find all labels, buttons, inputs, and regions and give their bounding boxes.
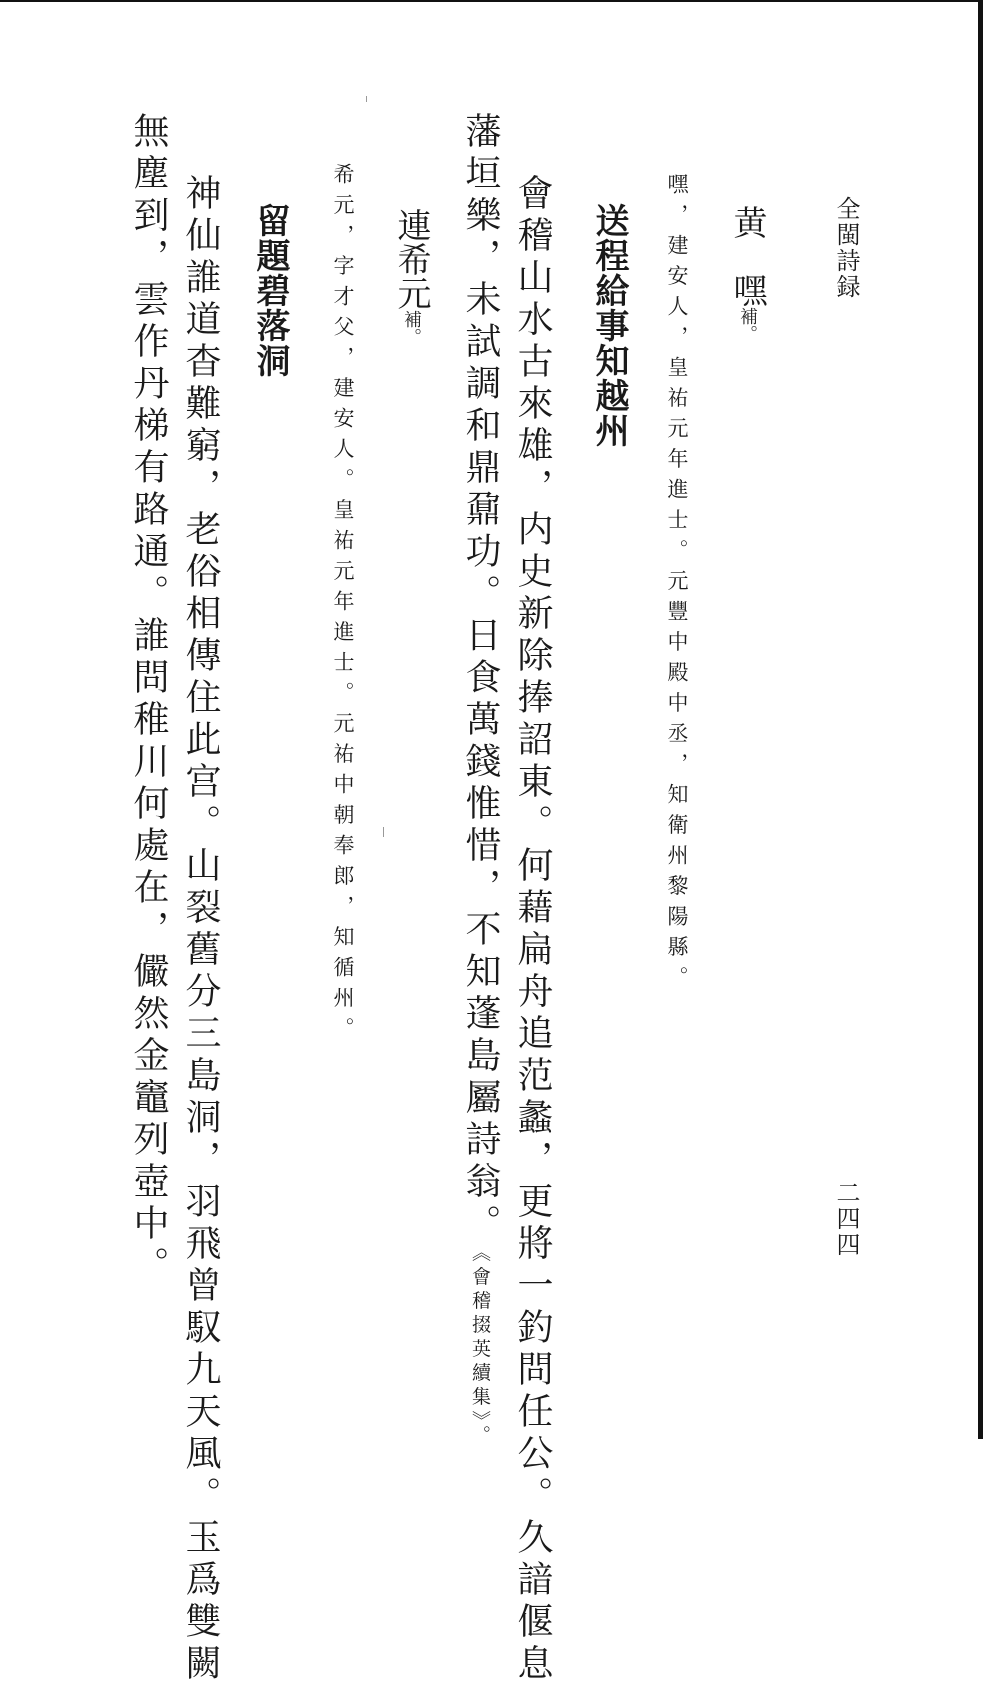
poem-line: 神仙誰道杳難窮，老俗相傳住此宫。山裂舊分三島洞，羽飛曾馭九天風。玉爲雙闕 <box>180 174 221 1686</box>
author-bio: 希元，字才父，建安人。皇祐元年進士。元祐中朝奉郎，知循州。 <box>331 163 355 1048</box>
scan-speck <box>383 827 384 837</box>
author-name <box>391 208 431 346</box>
supplement-mark: 補。 <box>401 310 422 346</box>
poem-line-with-note <box>460 112 501 1449</box>
author-name-text: 連希元 <box>391 208 431 310</box>
poem-line: 無塵到，雲作丹梯有路通。誰問稚川何處在，儼然金竈列壺中。 <box>128 112 169 1288</box>
author-name <box>727 205 767 343</box>
poem-title: 送程給事知越州 <box>589 203 629 448</box>
running-title: 全閩詩録 <box>832 196 860 300</box>
source-note: 《會稽掇英續集》。 <box>469 1252 491 1449</box>
poem-line: 會稽山水古來雄，内史新除捧詔東。何藉扁舟追范蠡，更將一釣問任公。久諳偃息 <box>512 174 553 1686</box>
supplement-mark: 補。 <box>737 307 758 343</box>
author-name-text: 黄 嘿 <box>727 205 767 307</box>
author-bio: 嘿，建安人，皇祐元年進士。元豐中殿中丞，知衛州黎陽縣。 <box>665 173 689 997</box>
scan-speck <box>366 96 367 102</box>
page-number: 二四四 <box>832 1180 860 1258</box>
poem-line: 藩垣樂，未試調和鼎鼐功。日食萬錢惟惜，不知蓬島屬詩翁。 <box>460 112 501 1246</box>
poem-title: 留題碧落洞 <box>250 203 290 378</box>
